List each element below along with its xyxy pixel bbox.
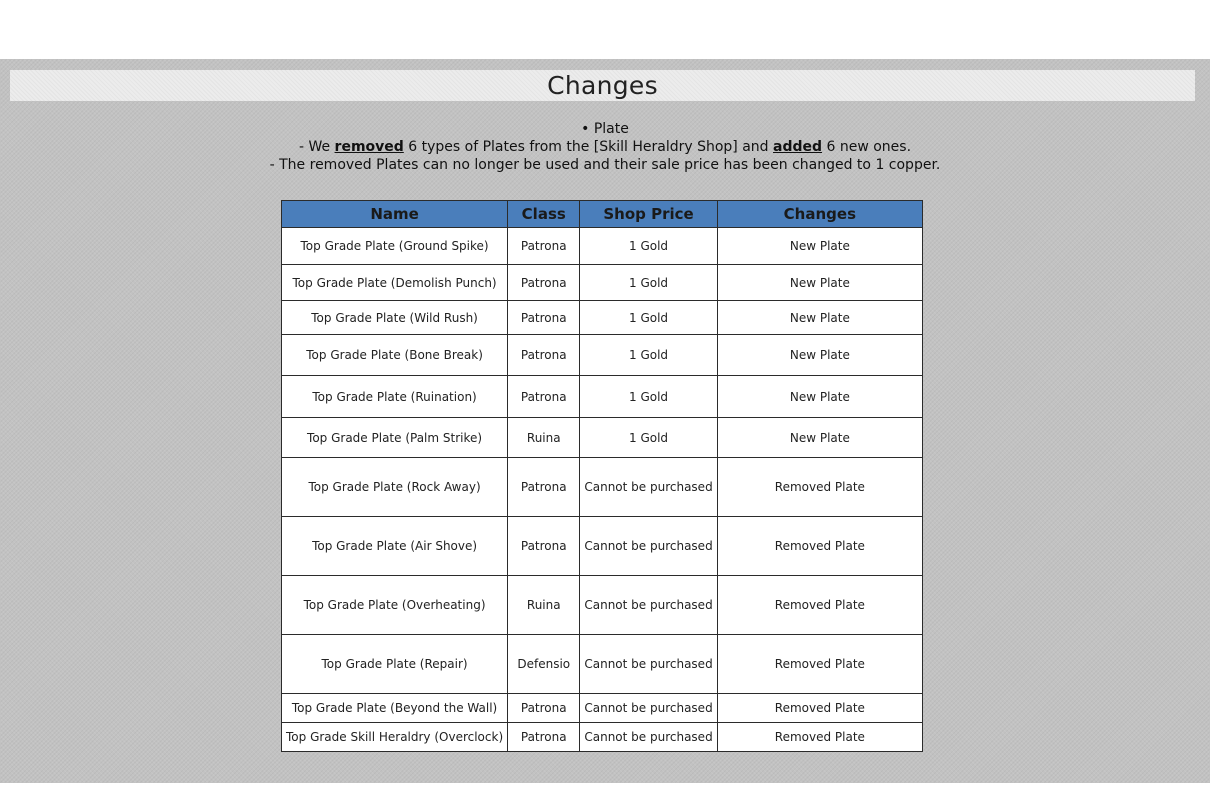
cell-class: Patrona bbox=[508, 265, 580, 301]
cell-price: Cannot be purchased bbox=[580, 458, 717, 517]
notes-text: - We bbox=[298, 139, 335, 155]
cell-change: New Plate bbox=[717, 228, 922, 265]
cell-class: Ruina bbox=[508, 418, 580, 458]
table-row bbox=[282, 694, 923, 723]
content-panel bbox=[0, 59, 1210, 783]
cell-class: Ruina bbox=[508, 576, 580, 635]
table-row bbox=[282, 228, 923, 265]
title-bar bbox=[10, 70, 1195, 101]
cell-class: Patrona bbox=[508, 723, 580, 752]
cell-price: Cannot be purchased bbox=[580, 635, 717, 694]
cell-change: Removed Plate bbox=[717, 517, 922, 576]
table-row bbox=[282, 265, 923, 301]
cell-name: Top Grade Plate (Demolish Punch) bbox=[282, 265, 508, 301]
cell-change: New Plate bbox=[717, 301, 922, 335]
cell-price: 1 Gold bbox=[580, 335, 717, 376]
cell-class: Defensio bbox=[508, 635, 580, 694]
table-row bbox=[282, 576, 923, 635]
page-title: Changes bbox=[547, 71, 658, 100]
notes-removed-emphasis: removed bbox=[334, 139, 404, 155]
cell-class: Patrona bbox=[508, 517, 580, 576]
table-row bbox=[282, 376, 923, 418]
notes-line-1 bbox=[0, 138, 1210, 156]
cell-name: Top Grade Plate (Ground Spike) bbox=[282, 228, 508, 265]
cell-change: Removed Plate bbox=[717, 458, 922, 517]
cell-name: Top Grade Skill Heraldry (Overclock) bbox=[282, 723, 508, 752]
cell-price: 1 Gold bbox=[580, 228, 717, 265]
cell-change: New Plate bbox=[717, 265, 922, 301]
table-row bbox=[282, 517, 923, 576]
cell-price: Cannot be purchased bbox=[580, 723, 717, 752]
cell-name: Top Grade Plate (Beyond the Wall) bbox=[282, 694, 508, 723]
cell-name: Top Grade Plate (Wild Rush) bbox=[282, 301, 508, 335]
header-shop-price: Shop Price bbox=[580, 201, 717, 228]
cell-change: Removed Plate bbox=[717, 694, 922, 723]
table-row bbox=[282, 458, 923, 517]
cell-class: Patrona bbox=[508, 301, 580, 335]
cell-name: Top Grade Plate (Rock Away) bbox=[282, 458, 508, 517]
cell-price: 1 Gold bbox=[580, 265, 717, 301]
cell-class: Patrona bbox=[508, 458, 580, 517]
table-row bbox=[282, 335, 923, 376]
cell-change: Removed Plate bbox=[717, 635, 922, 694]
cell-price: Cannot be purchased bbox=[580, 576, 717, 635]
cell-name: Top Grade Plate (Bone Break) bbox=[282, 335, 508, 376]
header-changes: Changes bbox=[717, 201, 922, 228]
notes-text: 6 new ones. bbox=[822, 139, 912, 155]
header-class: Class bbox=[508, 201, 580, 228]
cell-change: New Plate bbox=[717, 376, 922, 418]
cell-change: Removed Plate bbox=[717, 723, 922, 752]
cell-name: Top Grade Plate (Palm Strike) bbox=[282, 418, 508, 458]
plates-table bbox=[281, 200, 923, 752]
table-row bbox=[282, 723, 923, 752]
table-header-row bbox=[282, 201, 923, 228]
notes-line-2: - The removed Plates can no longer be used and their sale price has been changed to 1 copper. bbox=[269, 157, 941, 173]
cell-class: Patrona bbox=[508, 335, 580, 376]
cell-name: Top Grade Plate (Air Shove) bbox=[282, 517, 508, 576]
cell-change: New Plate bbox=[717, 335, 922, 376]
cell-price: 1 Gold bbox=[580, 418, 717, 458]
change-notes bbox=[0, 120, 1210, 174]
table-row bbox=[282, 301, 923, 335]
cell-name: Top Grade Plate (Repair) bbox=[282, 635, 508, 694]
notes-added-emphasis: added bbox=[773, 139, 823, 155]
notes-text: 6 types of Plates from the [Skill Heraldry Shop] and bbox=[403, 139, 774, 155]
cell-class: Patrona bbox=[508, 694, 580, 723]
cell-name: Top Grade Plate (Overheating) bbox=[282, 576, 508, 635]
table-row bbox=[282, 418, 923, 458]
header-name: Name bbox=[282, 201, 508, 228]
cell-change: Removed Plate bbox=[717, 576, 922, 635]
cell-class: Patrona bbox=[508, 376, 580, 418]
cell-change: New Plate bbox=[717, 418, 922, 458]
notes-bullet: • Plate bbox=[581, 121, 629, 137]
cell-price: 1 Gold bbox=[580, 376, 717, 418]
cell-price: Cannot be purchased bbox=[580, 517, 717, 576]
table-row bbox=[282, 635, 923, 694]
cell-name: Top Grade Plate (Ruination) bbox=[282, 376, 508, 418]
cell-price: 1 Gold bbox=[580, 301, 717, 335]
cell-price: Cannot be purchased bbox=[580, 694, 717, 723]
cell-class: Patrona bbox=[508, 228, 580, 265]
